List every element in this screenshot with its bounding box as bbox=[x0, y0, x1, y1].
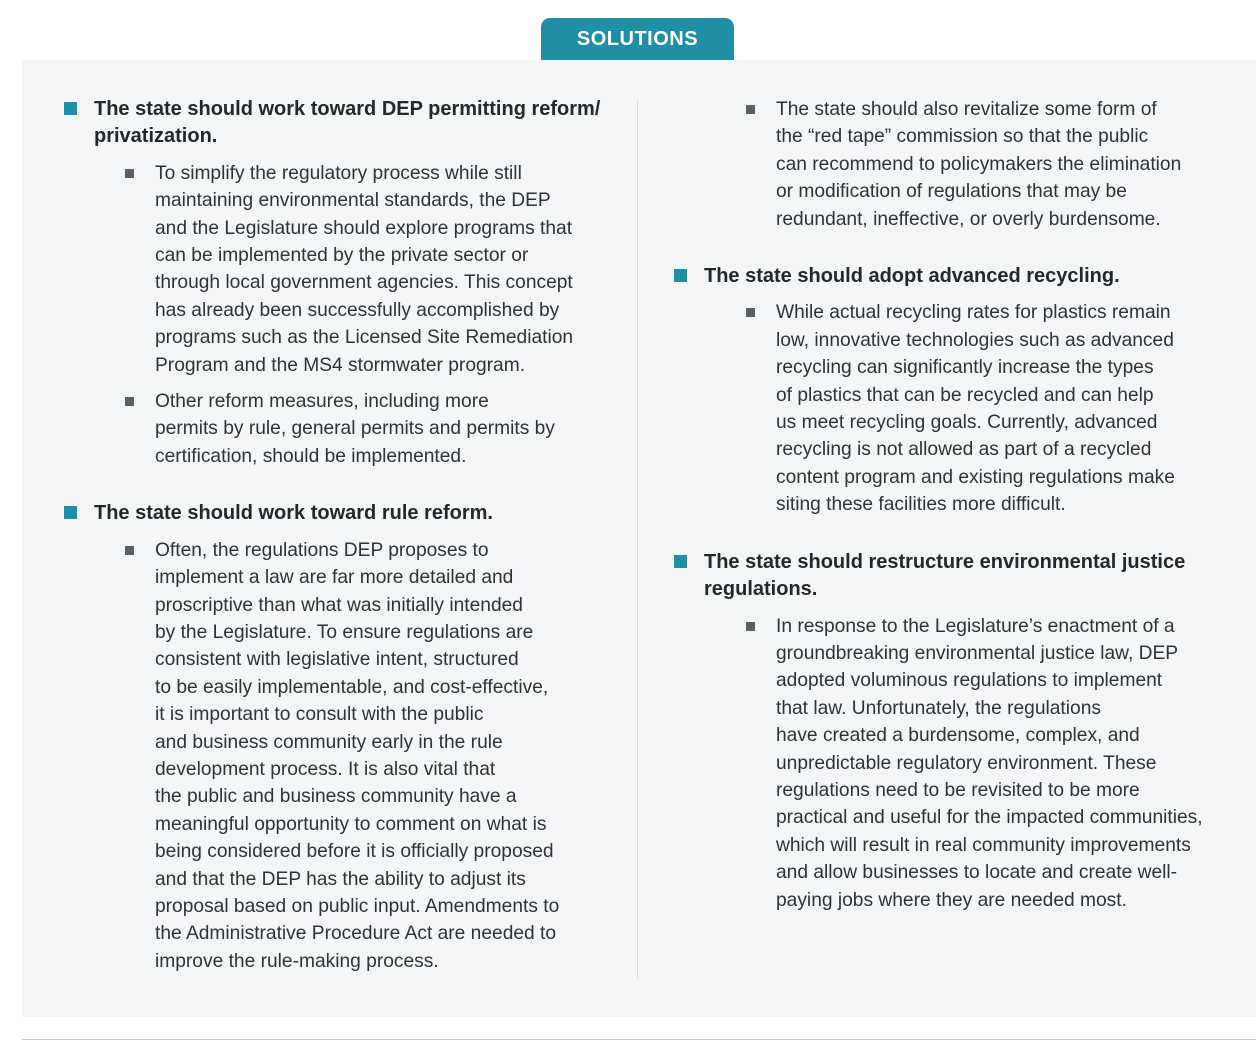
left-column bbox=[62, 96, 622, 975]
section-heading bbox=[672, 549, 1232, 604]
section-heading-line: The state should adopt advanced recycling. bbox=[704, 265, 1120, 288]
bullet-text-line: or modification of regulations that may be bbox=[776, 181, 1127, 203]
solutions-tab bbox=[541, 18, 734, 60]
bullet-text-line: Often, the regulations DEP proposes to bbox=[155, 539, 489, 561]
bullet-text-line: and allow businesses to locate and create well- bbox=[776, 862, 1178, 884]
bullet-text-line: paying jobs where they are needed most. bbox=[776, 889, 1127, 911]
bullet-square-icon bbox=[125, 546, 134, 555]
bullet-text-line: certification, should be implemented. bbox=[155, 445, 467, 467]
bullet-text-line: permits by rule, general permits and permits by bbox=[155, 418, 555, 440]
section-heading-text bbox=[94, 96, 622, 151]
bullet-text-line: by the Legislature. To ensure regulations are bbox=[155, 621, 534, 643]
bullet-text-line: consistent with legislative intent, structured bbox=[155, 649, 519, 671]
bullet-text bbox=[776, 96, 1232, 233]
section-heading-line: The state should work toward rule reform. bbox=[94, 502, 493, 525]
bullet-text-line: have created a burdensome, complex, and bbox=[776, 725, 1140, 747]
bullet-text-line: groundbreaking environmental justice law, DEP bbox=[776, 642, 1179, 664]
bullet-text-line: and business community early in the rule bbox=[155, 731, 503, 753]
heading-square-icon bbox=[64, 102, 77, 115]
bullet-text-line: low, innovative technologies such as advanced bbox=[776, 329, 1174, 351]
heading-square-icon bbox=[674, 555, 687, 568]
bullet-text-line: recycling is not allowed as part of a recycled bbox=[776, 439, 1152, 461]
bullet-text-line: and that the DEP has the ability to adjust its bbox=[155, 868, 526, 890]
bullet-item bbox=[62, 388, 622, 470]
bullet-item bbox=[672, 299, 1232, 518]
section-heading-text bbox=[704, 263, 1232, 290]
section-heading-line: The state should work toward DEP permitting reform/ bbox=[94, 98, 601, 120]
bullet-text-line: In response to the Legislature’s enactment of a bbox=[776, 615, 1175, 637]
bullet-item bbox=[672, 613, 1232, 914]
bullet-text-line: it is important to consult with the public bbox=[155, 704, 484, 726]
solution-section bbox=[62, 96, 622, 470]
bullet-text-line: adopted voluminous regulations to implement bbox=[776, 670, 1163, 692]
heading-square-icon bbox=[674, 269, 687, 282]
bullet-text-line: Other reform measures, including more bbox=[155, 391, 489, 413]
bullet-text-line: programs such as the Licensed Site Remediation bbox=[155, 327, 574, 349]
bullet-text-line: has already been successfully accomplished by bbox=[155, 299, 560, 321]
right-column bbox=[672, 96, 1232, 914]
bullet-text bbox=[776, 299, 1232, 518]
column-divider bbox=[637, 100, 638, 978]
bullet-text-line: maintaining environmental standards, the DEP bbox=[155, 190, 551, 212]
bullet-text-line: and the Legislature should explore programs that bbox=[155, 217, 573, 239]
solution-section bbox=[672, 263, 1232, 519]
bullet-text-line: through local government agencies. This concept bbox=[155, 272, 573, 294]
bullet-text-line: can recommend to policymakers the elimination bbox=[776, 153, 1182, 175]
section-heading-text bbox=[94, 500, 622, 527]
bullet-text-line: proposal based on public input. Amendments to bbox=[155, 895, 560, 917]
bullet-square-icon bbox=[125, 397, 134, 406]
heading-square-icon bbox=[64, 506, 77, 519]
bullet-text-line: to be easily implementable, and cost-effective, bbox=[155, 676, 549, 698]
bullet-text-line: unpredictable regulatory environment. These bbox=[776, 752, 1157, 774]
bullet-text-line: that law. Unfortunately, the regulations bbox=[776, 697, 1101, 719]
bullet-text-line: The state should also revitalize some form of bbox=[776, 99, 1157, 120]
bullet-item bbox=[672, 96, 1232, 233]
bullet-text-line: content program and existing regulations make bbox=[776, 466, 1175, 488]
bullet-text-line: the Administrative Procedure Act are needed to bbox=[155, 923, 557, 945]
bullet-square-icon bbox=[746, 622, 755, 631]
bullet-text bbox=[155, 388, 622, 470]
bullet-text-line: proscriptive than what was initially intended bbox=[155, 594, 523, 616]
section-heading-text bbox=[704, 549, 1232, 604]
bullet-text-line: development process. It is also vital that bbox=[155, 758, 496, 780]
footer-rule bbox=[22, 1039, 1256, 1040]
section-heading bbox=[672, 263, 1232, 290]
section-heading-line: The state should restructure environmental justice bbox=[704, 550, 1186, 573]
solutions-panel bbox=[22, 60, 1256, 1017]
bullet-text-line: being considered before it is officially proposed bbox=[155, 841, 554, 863]
bullet-text-line: practical and useful for the impacted communities, bbox=[776, 807, 1203, 829]
bullet-text bbox=[155, 537, 622, 976]
bullet-text-line: recycling can significantly increase the types bbox=[776, 357, 1154, 379]
section-heading-line: privatization. bbox=[94, 125, 218, 148]
bullet-text-line: siting these facilities more difficult. bbox=[776, 494, 1066, 516]
solution-section bbox=[672, 549, 1232, 914]
bullet-text bbox=[155, 160, 622, 379]
bullet-text-line: of plastics that can be recycled and can help bbox=[776, 384, 1154, 406]
bullet-text-line: meaningful opportunity to comment on what is bbox=[155, 813, 547, 835]
bullet-item bbox=[62, 160, 622, 379]
bullet-square-icon bbox=[746, 105, 755, 114]
bullet-square-icon bbox=[746, 308, 755, 317]
bullet-text-line: Program and the MS4 stormwater program. bbox=[155, 354, 526, 376]
bullet-text-line: While actual recycling rates for plastics remain bbox=[776, 302, 1171, 324]
bullet-text-line: improve the rule-making process. bbox=[155, 950, 439, 972]
bullet-square-icon bbox=[125, 169, 134, 178]
bullet-text-line: redundant, ineffective, or overly burdensome. bbox=[776, 208, 1161, 230]
bullet-text-line: the “red tape” commission so that the public bbox=[776, 126, 1149, 148]
solution-section bbox=[62, 500, 622, 975]
bullet-text bbox=[776, 613, 1232, 914]
continued-section bbox=[672, 96, 1232, 233]
bullet-text-line: us meet recycling goals. Currently, advanced bbox=[776, 412, 1158, 434]
bullet-text-line: To simplify the regulatory process while still bbox=[155, 162, 522, 184]
section-heading bbox=[62, 500, 622, 527]
bullet-text-line: which will result in real community improvements bbox=[776, 834, 1191, 856]
solutions-tab-label: SOLUTIONS bbox=[576, 27, 699, 50]
bullet-text-line: can be implemented by the private sector or bbox=[155, 245, 529, 267]
section-heading-line: regulations. bbox=[704, 578, 818, 601]
section-heading bbox=[62, 96, 622, 151]
bullet-text-line: regulations need to be revisited to be more bbox=[776, 779, 1140, 801]
bullet-text-line: the public and business community have a bbox=[155, 786, 517, 808]
bullet-text-line: implement a law are far more detailed and bbox=[155, 567, 514, 589]
bullet-item bbox=[62, 537, 622, 976]
